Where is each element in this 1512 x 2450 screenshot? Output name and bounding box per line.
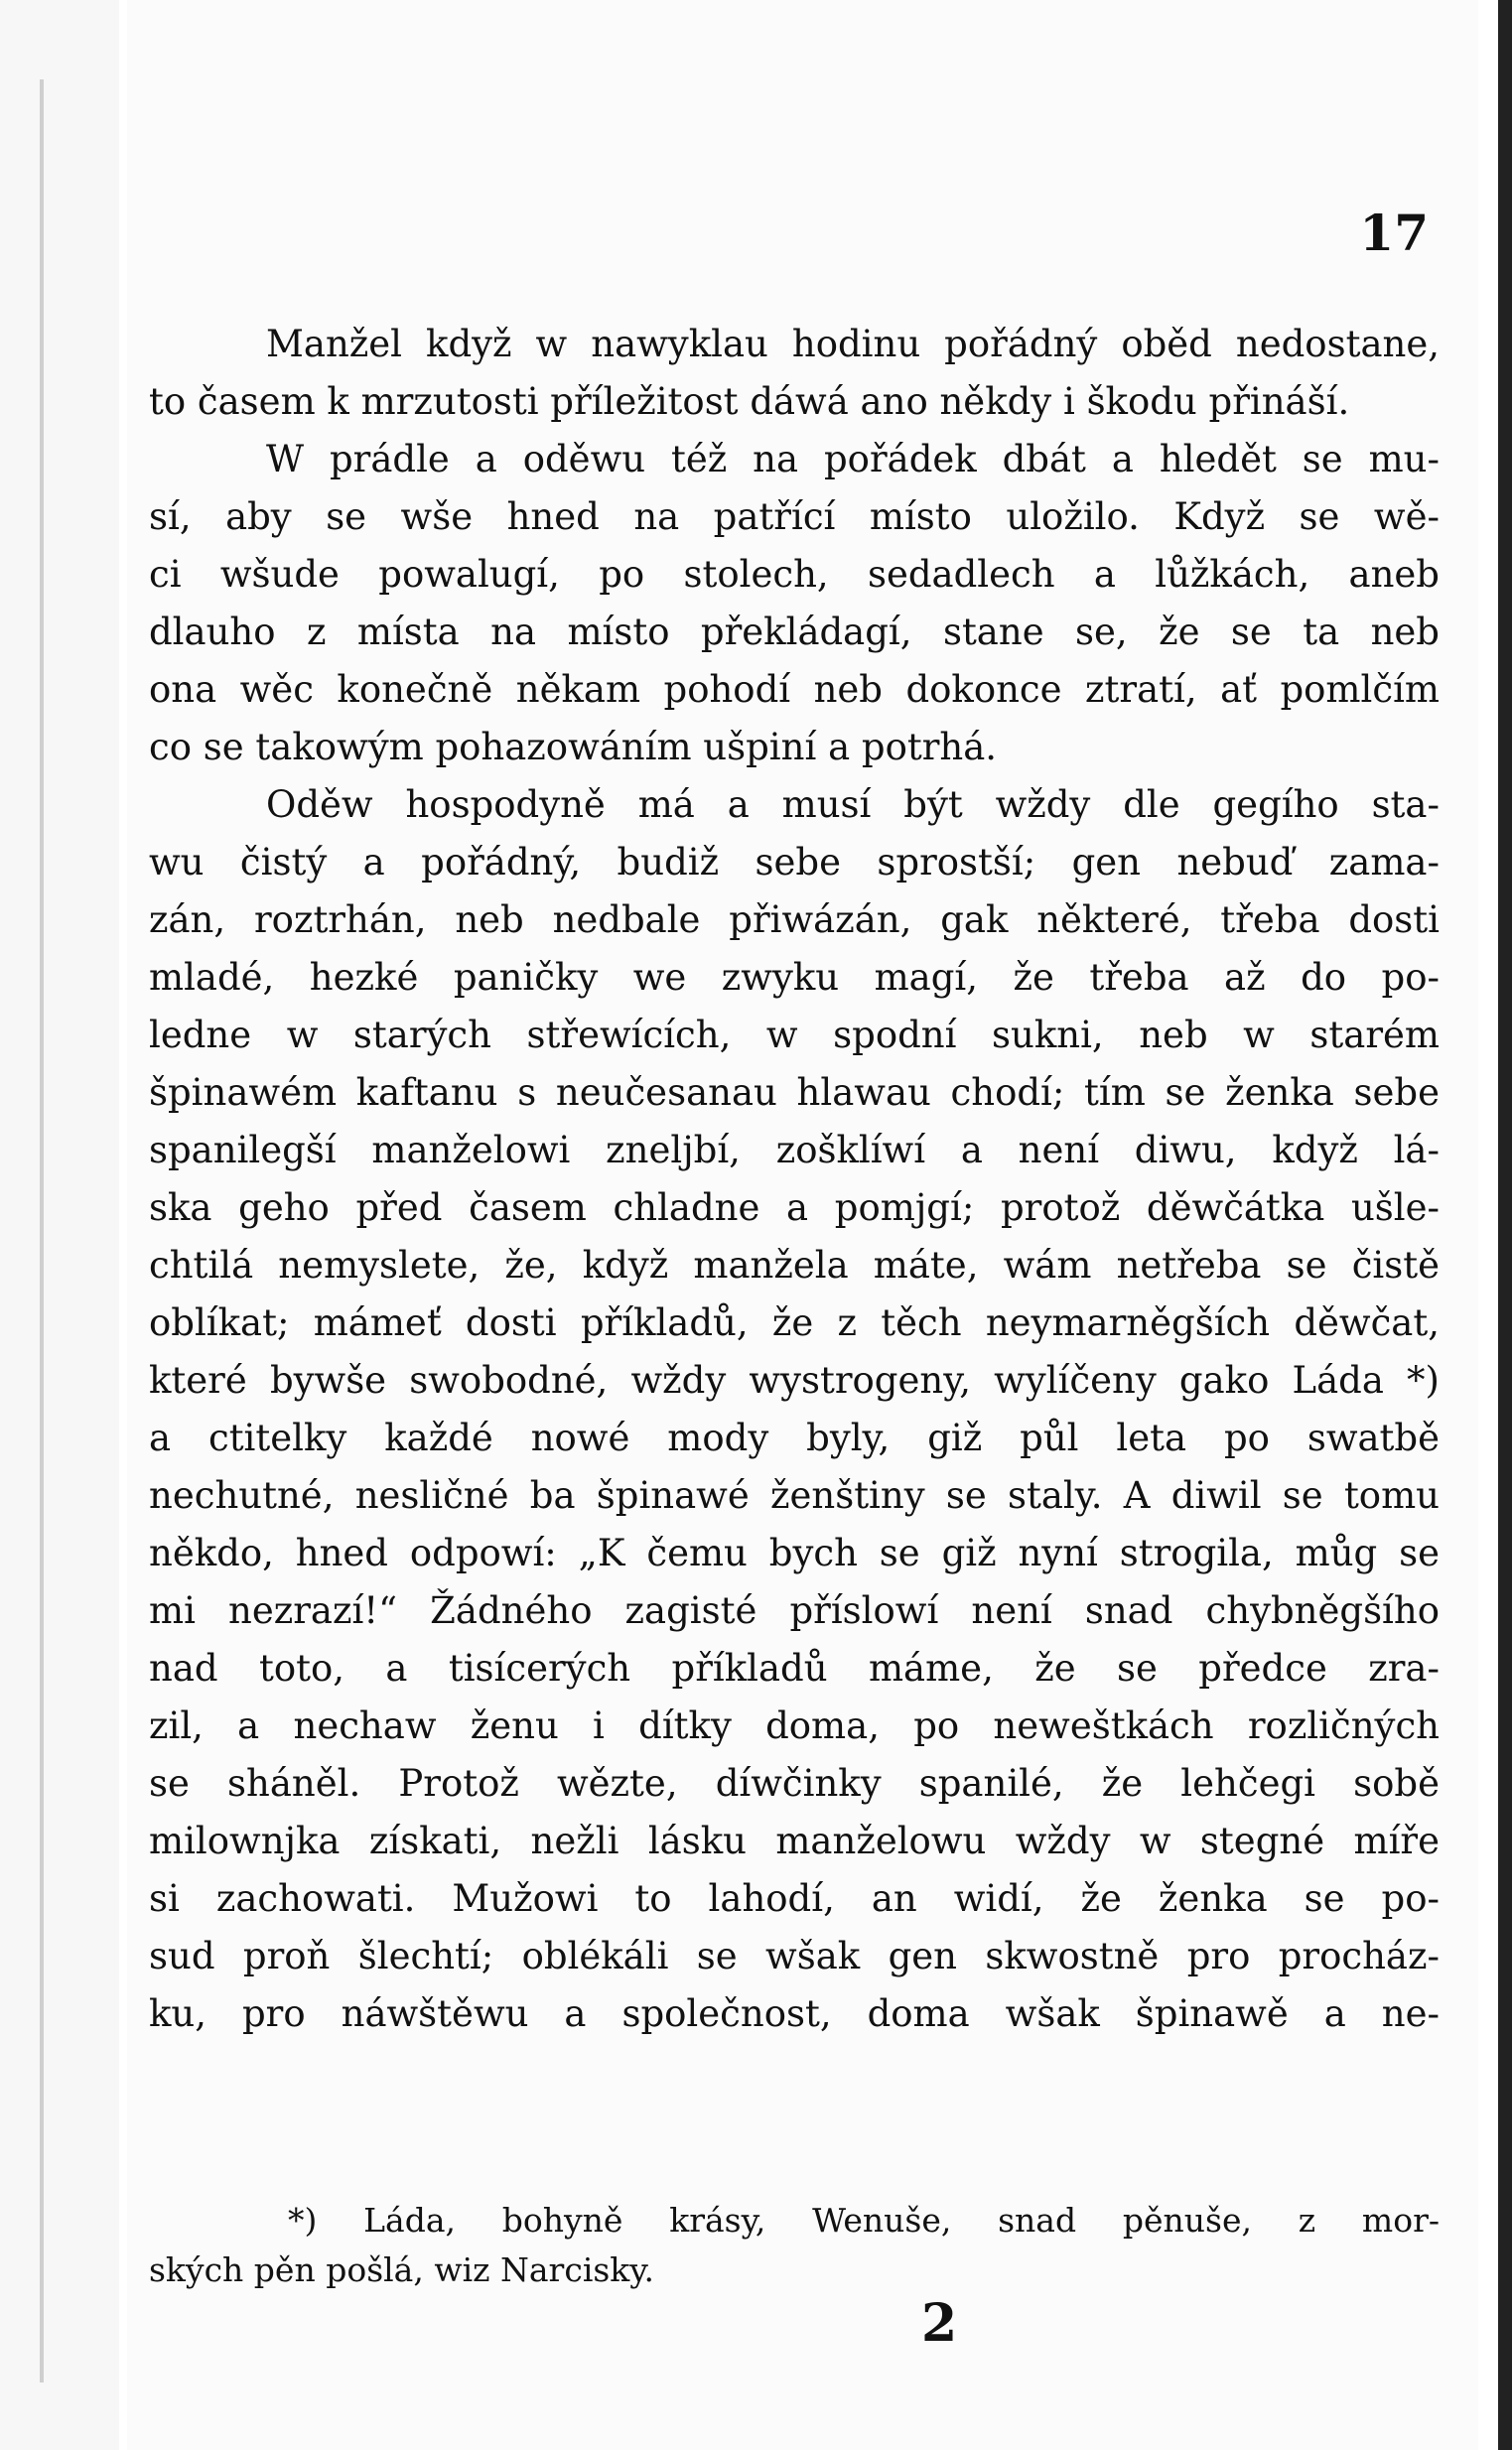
text-line: oblíkat; mámeť dosti příkladů, že z těch neymarněgších děwčat, [149, 1301, 1440, 1344]
text-line: špinawém kaftanu s neučesanau hlawau chodí; tím se ženka sebe [149, 1071, 1440, 1114]
text-line: které bywše swobodné, wždy wystrogeny, wylíčeny gako Láda *) [149, 1359, 1440, 1402]
gutter-shadow [40, 79, 44, 2382]
book-page [127, 0, 1478, 2450]
text-line: mi nezrazí!“ Žádného zagisté příslowí není snad chybněgšího [149, 1589, 1440, 1632]
text-line: milownjka získati, nežli lásku manželowu wždy w stegné míře [149, 1820, 1440, 1862]
text-line: Manžel když w nawyklau hodinu pořádný oběd nedostane, [266, 323, 1440, 365]
text-line: ledne w starých střewících, w spodní sukni, neb w starém [149, 1014, 1440, 1056]
text-line: sí, aby se wše hned na patřící místo uložilo. Když se wě- [149, 495, 1440, 538]
text-line: sud proň šlechtí; oblékáli se wšak gen skwostně pro procház- [149, 1935, 1440, 1977]
text-line: zán, roztrhán, neb nedbale přiwázán, gak některé, třeba dosti [149, 898, 1440, 941]
footnote-line: *) Láda, bohyně krásy, Wenuše, snad pěnuše, z mor- [288, 2201, 1440, 2240]
text-line: nad toto, a tisícerých příkladů máme, že se předce zra- [149, 1647, 1440, 1690]
text-line: to časem k mrzutosti příležitost dáwá ano někdy i škodu přináší. [149, 380, 1350, 423]
main-text [149, 316, 1440, 2043]
text-line: ska geho před časem chladne a pomjgí; protož děwčátka ušle- [149, 1186, 1440, 1229]
text-line: se sháněl. Protož wězte, díwčinky spanilé, že lehčegi sobě [149, 1762, 1440, 1805]
text-line: a ctitelky každé nowé mody byly, giž půl leta po swatbě [149, 1417, 1440, 1459]
text-line: ci wšude powalugí, po stolech, sedadlech a lůžkách, aneb [149, 553, 1440, 596]
text-line: ku, pro náwštěwu a společnost, doma wšak špinawě a ne- [149, 1992, 1440, 2035]
text-line: zil, a nechaw ženu i dítky doma, po neweštkách rozličných [149, 1704, 1440, 1747]
text-line: mladé, hezké paničky we zwyku magí, že třeba až do po- [149, 956, 1440, 999]
footnote [149, 2196, 1440, 2295]
printer-signature-mark: 2 [921, 2293, 958, 2354]
right-scan-edge [1498, 0, 1512, 2450]
text-line: někdo, hned odpowí: „K čemu bych se giž nyní strogila, můg se [149, 1532, 1440, 1574]
text-line: W prádle a oděwu též na pořádek dbát a hledět se mu- [266, 438, 1440, 480]
text-line: nechutné, nesličné ba špinawé ženštiny se staly. A diwil se tomu [149, 1474, 1440, 1517]
text-line: spanilegší manželowi zneljbí, zošklíwí a není diwu, když lá- [149, 1129, 1440, 1171]
text-line: chtilá nemyslete, že, když manžela máte, wám netřeba se čistě [149, 1244, 1440, 1287]
left-margin-scan-edge [0, 0, 119, 2450]
page-number: 17 [1359, 204, 1429, 262]
text-line: wu čistý a pořádný, budiž sebe sprostší; gen nebuď zama- [149, 841, 1440, 884]
text-line: si zachowati. Mužowi to lahodí, an widí, že ženka se po- [149, 1877, 1440, 1920]
text-line: ona wěc konečně někam pohodí neb dokonce ztratí, ať pomlčím [149, 668, 1440, 711]
text-line: co se takowým pohazowáním ušpiní a potrhá. [149, 726, 998, 768]
footnote-line: ských pěn pošlá, wiz Narcisky. [149, 2250, 655, 2289]
text-line: Oděw hospodyně má a musí být wždy dle gegího sta- [266, 783, 1440, 826]
text-line: dlauho z místa na místo překládagí, stane se, že se ta neb [149, 611, 1440, 653]
